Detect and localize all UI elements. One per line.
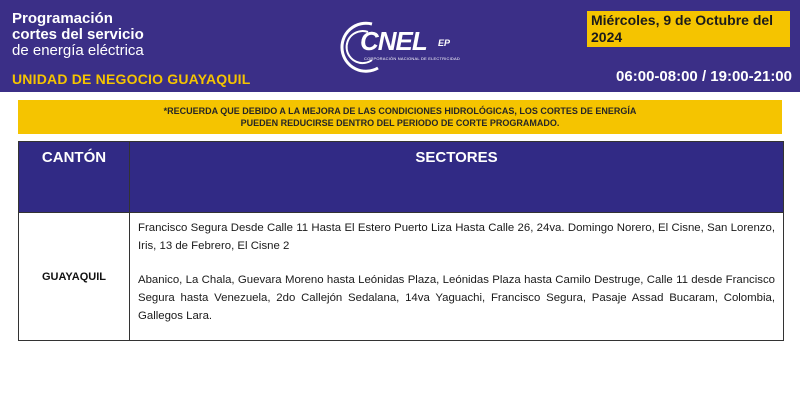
time-range: 06:00-08:00 / 19:00-21:00 bbox=[616, 68, 792, 85]
sectores-cell bbox=[130, 213, 783, 340]
notice-line-2: PUEDEN REDUCIRSE DENTRO DEL PERIODO DE CORTE PROGRAMADO. bbox=[240, 118, 560, 128]
page-title bbox=[12, 11, 144, 59]
logo-suffix: EP bbox=[438, 38, 451, 48]
title-line-1: Programación bbox=[12, 10, 113, 27]
cnel-logo bbox=[338, 16, 468, 76]
date-badge: Miércoles, 9 de Octubre del 2024 bbox=[587, 11, 790, 47]
business-unit-label: UNIDAD DE NEGOCIO GUAYAQUIL bbox=[12, 71, 251, 87]
logo-wordmark: CNEL bbox=[360, 26, 427, 56]
notice-banner bbox=[18, 100, 782, 134]
title-line-3: de energía eléctrica bbox=[12, 42, 144, 59]
header-banner bbox=[0, 0, 800, 92]
column-header-canton: CANTÓN bbox=[19, 142, 130, 213]
column-header-sectores: SECTORES bbox=[130, 142, 783, 213]
outage-table bbox=[18, 141, 784, 341]
logo-subtitle: CORPORACIÓN NACIONAL DE ELECTRICIDAD bbox=[364, 56, 460, 61]
sector-paragraph: Francisco Segura Desde Calle 11 Hasta El Estero Puerto Liza Hasta Calle 26, 24va. Domingo Norero, El Cisne, San Lorenzo, Iris, 13 de Febrero, El Cisne 2 bbox=[138, 222, 775, 252]
title-line-2: cortes del servicio bbox=[12, 26, 144, 43]
notice-line-1: *RECUERDA QUE DEBIDO A LA MEJORA DE LAS CONDICIONES HIDROLÓGICAS, LOS CORTES DE ENERGÍA bbox=[163, 106, 637, 116]
canton-cell: GUAYAQUIL bbox=[19, 213, 130, 340]
sector-paragraph: Abanico, La Chala, Guevara Moreno hasta Leónidas Plaza, Leónidas Plaza hasta Camilo Destruge, Calle 11 desde Francisco Segura hasta Venezuela, 2do Callejón Sedalana, 14va Yaguachi, Francisco Segura, Pasaje Assad Bucaram, Colombia, Gallegos Lara. bbox=[138, 274, 775, 322]
